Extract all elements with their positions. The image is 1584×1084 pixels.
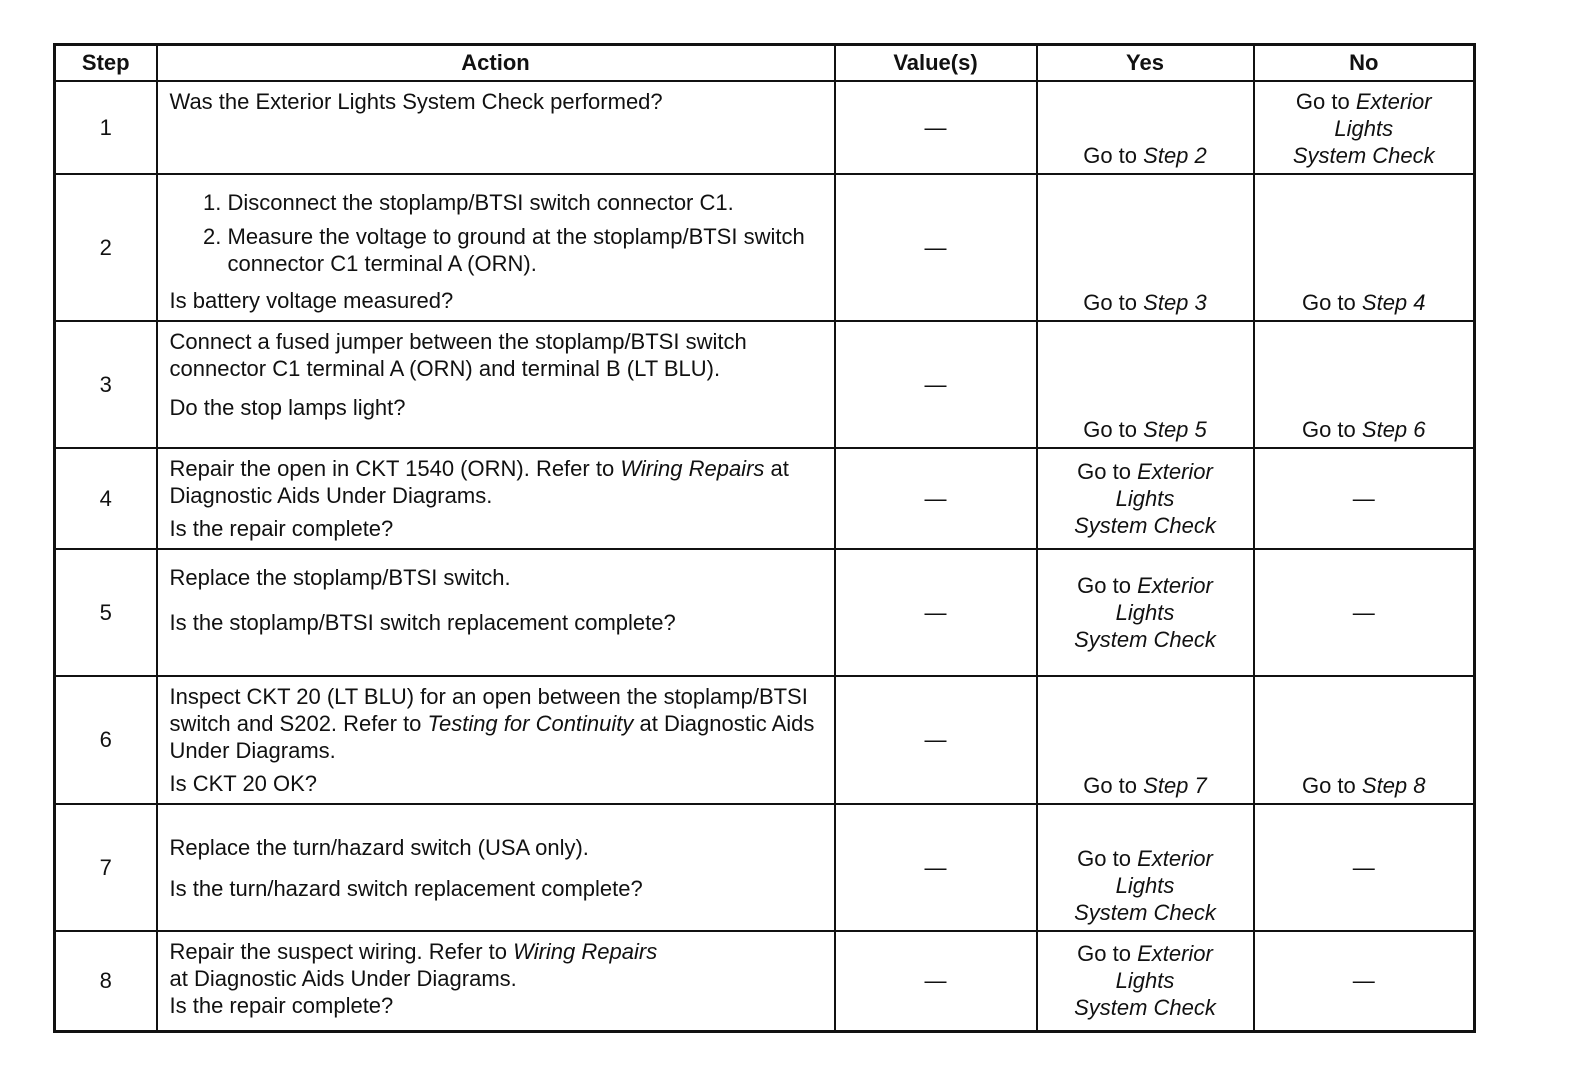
action-list-item: 2. Measure the voltage to ground at the stoplamp/BTSI switch connector C1 terminal A (ORN).: [228, 223, 824, 277]
no-cell: [1254, 81, 1475, 174]
no-ref-line1: Exterior: [1355, 89, 1432, 114]
action-question: Is the repair complete?: [169, 516, 394, 541]
step-number: 7: [55, 804, 157, 931]
action-text: Was the Exterior Lights System Check performed?: [169, 89, 663, 114]
step-number: 8: [55, 931, 157, 1031]
no-prefix: Go to: [1295, 89, 1350, 114]
yes-cell: [1037, 676, 1254, 804]
value-cell: —: [835, 81, 1037, 174]
action-cell: [157, 549, 835, 676]
yes-cell: [1037, 174, 1254, 321]
action-cell: [157, 448, 835, 549]
action-text-a: Repair the suspect wiring. Refer to: [169, 939, 507, 964]
no-cell: —: [1254, 549, 1475, 676]
action-reference: Wiring Repairs: [620, 456, 765, 481]
header-step: Step: [55, 45, 157, 82]
action-text: Connect a fused jumper between the stoplamp/BTSI switch connector C1 terminal A (ORN) and terminal B (LT BLU).: [169, 329, 747, 381]
no-cell: —: [1254, 804, 1475, 931]
step-number: 4: [55, 448, 157, 549]
table-row: [55, 676, 1475, 804]
action-reference: Testing for Continuity: [427, 711, 634, 736]
table-row: [55, 804, 1475, 931]
yes-prefix: Go to: [1077, 846, 1131, 871]
yes-ref-line3: System Check: [1074, 995, 1216, 1021]
yes-ref: Step 5: [1143, 417, 1207, 442]
yes-ref-line3: System Check: [1074, 900, 1216, 925]
no-cell: [1254, 174, 1475, 321]
action-text: Replace the stoplamp/BTSI switch.: [169, 565, 511, 590]
no-prefix: Go to: [1301, 290, 1356, 315]
yes-cell: [1037, 81, 1254, 174]
no-ref: Step 8: [1361, 773, 1426, 798]
action-list: [170, 189, 824, 277]
value-cell: —: [835, 804, 1037, 931]
step-number: 5: [55, 549, 157, 676]
action-question: Is the turn/hazard switch replacement complete?: [169, 875, 643, 901]
action-question: Is battery voltage measured?: [169, 288, 454, 313]
yes-prefix: Go to: [1083, 773, 1138, 798]
yes-cell: [1037, 321, 1254, 448]
no-prefix: Go to: [1301, 773, 1356, 798]
action-reference: Wiring Repairs: [513, 939, 658, 964]
step-number: 1: [55, 81, 157, 174]
header-action: Action: [157, 45, 835, 82]
yes-prefix: Go to: [1083, 143, 1138, 168]
table-row: [55, 321, 1475, 448]
action-question: Is the stoplamp/BTSI switch replacement complete?: [169, 610, 676, 635]
header-values: Value(s): [835, 45, 1037, 82]
yes-ref-line3: System Check: [1074, 513, 1216, 538]
table-row: [55, 81, 1475, 174]
action-question: Is CKT 20 OK?: [169, 771, 318, 796]
action-cell: [157, 321, 835, 448]
yes-ref-line2: Lights: [1115, 968, 1175, 994]
yes-ref-line1: Exterior: [1137, 459, 1213, 484]
action-cell: [157, 81, 835, 174]
diagnostic-table: [53, 43, 1476, 1033]
no-ref: Step 6: [1361, 417, 1426, 442]
yes-ref-line2: Lights: [1115, 873, 1175, 898]
table-row: [55, 448, 1475, 549]
yes-cell: [1037, 804, 1254, 931]
yes-ref: Step 2: [1143, 143, 1207, 168]
yes-cell: [1037, 448, 1254, 549]
no-cell: —: [1254, 931, 1475, 1031]
no-ref: Step 4: [1361, 290, 1426, 315]
action-text: [170, 683, 824, 764]
table-row: [55, 931, 1475, 1031]
yes-prefix: Go to: [1077, 941, 1131, 967]
yes-ref-line1: Exterior: [1137, 941, 1213, 967]
yes-prefix: Go to: [1083, 417, 1138, 442]
value-cell: —: [835, 676, 1037, 804]
step-number: 6: [55, 676, 157, 804]
action-cell: [157, 676, 835, 804]
yes-ref-line3: System Check: [1074, 627, 1216, 652]
no-ref-line3: System Check: [1292, 143, 1435, 168]
step-number: 2: [55, 174, 157, 321]
action-list-item: 1. Disconnect the stoplamp/BTSI switch connector C1.: [228, 189, 824, 216]
no-cell: —: [1254, 448, 1475, 549]
value-cell: —: [835, 321, 1037, 448]
no-cell: [1254, 676, 1475, 804]
yes-ref-line2: Lights: [1115, 600, 1175, 625]
yes-prefix: Go to: [1077, 573, 1131, 598]
action-question: Is the repair complete?: [169, 993, 394, 1018]
step-number: 3: [55, 321, 157, 448]
action-text-a: Repair the open in CKT 1540 (ORN). Refer to: [169, 456, 615, 481]
action-text-a: Inspect CKT 20 (LT BLU) for an open between the stoplamp/BTSI switch and S202. Refer to: [169, 684, 808, 736]
yes-cell: [1037, 931, 1254, 1031]
action-text-b: at Diagnostic Aids Under Diagrams.: [169, 966, 517, 991]
action-cell: [157, 174, 835, 321]
action-cell: [157, 804, 835, 931]
value-cell: —: [835, 174, 1037, 321]
no-ref-line2: Lights: [1334, 116, 1394, 141]
header-yes: Yes: [1037, 45, 1254, 82]
table-row: [55, 174, 1475, 321]
action-text-b: at Diagnostic Aids Under Diagrams.: [169, 456, 789, 508]
action-question: Do the stop lamps light?: [169, 395, 406, 420]
yes-ref-line1: Exterior: [1137, 573, 1213, 598]
yes-ref: Step 3: [1143, 290, 1207, 315]
yes-ref-line1: Exterior: [1137, 846, 1213, 871]
no-cell: [1254, 321, 1475, 448]
yes-ref: Step 7: [1143, 773, 1207, 798]
action-text-b: at Diagnostic Aids Under Diagrams.: [169, 711, 815, 763]
value-cell: —: [835, 448, 1037, 549]
yes-prefix: Go to: [1083, 290, 1138, 315]
header-row: [55, 45, 1475, 82]
table-row: [55, 549, 1475, 676]
action-text: Replace the turn/hazard switch (USA only).: [169, 834, 589, 860]
header-no: No: [1254, 45, 1475, 82]
yes-prefix: Go to: [1077, 459, 1131, 484]
yes-cell: [1037, 549, 1254, 676]
no-prefix: Go to: [1301, 417, 1356, 442]
yes-ref-line2: Lights: [1115, 486, 1175, 511]
action-cell: [157, 931, 835, 1031]
action-text: [170, 455, 824, 509]
value-cell: —: [835, 931, 1037, 1031]
action-text: [170, 938, 824, 992]
value-cell: —: [835, 549, 1037, 676]
